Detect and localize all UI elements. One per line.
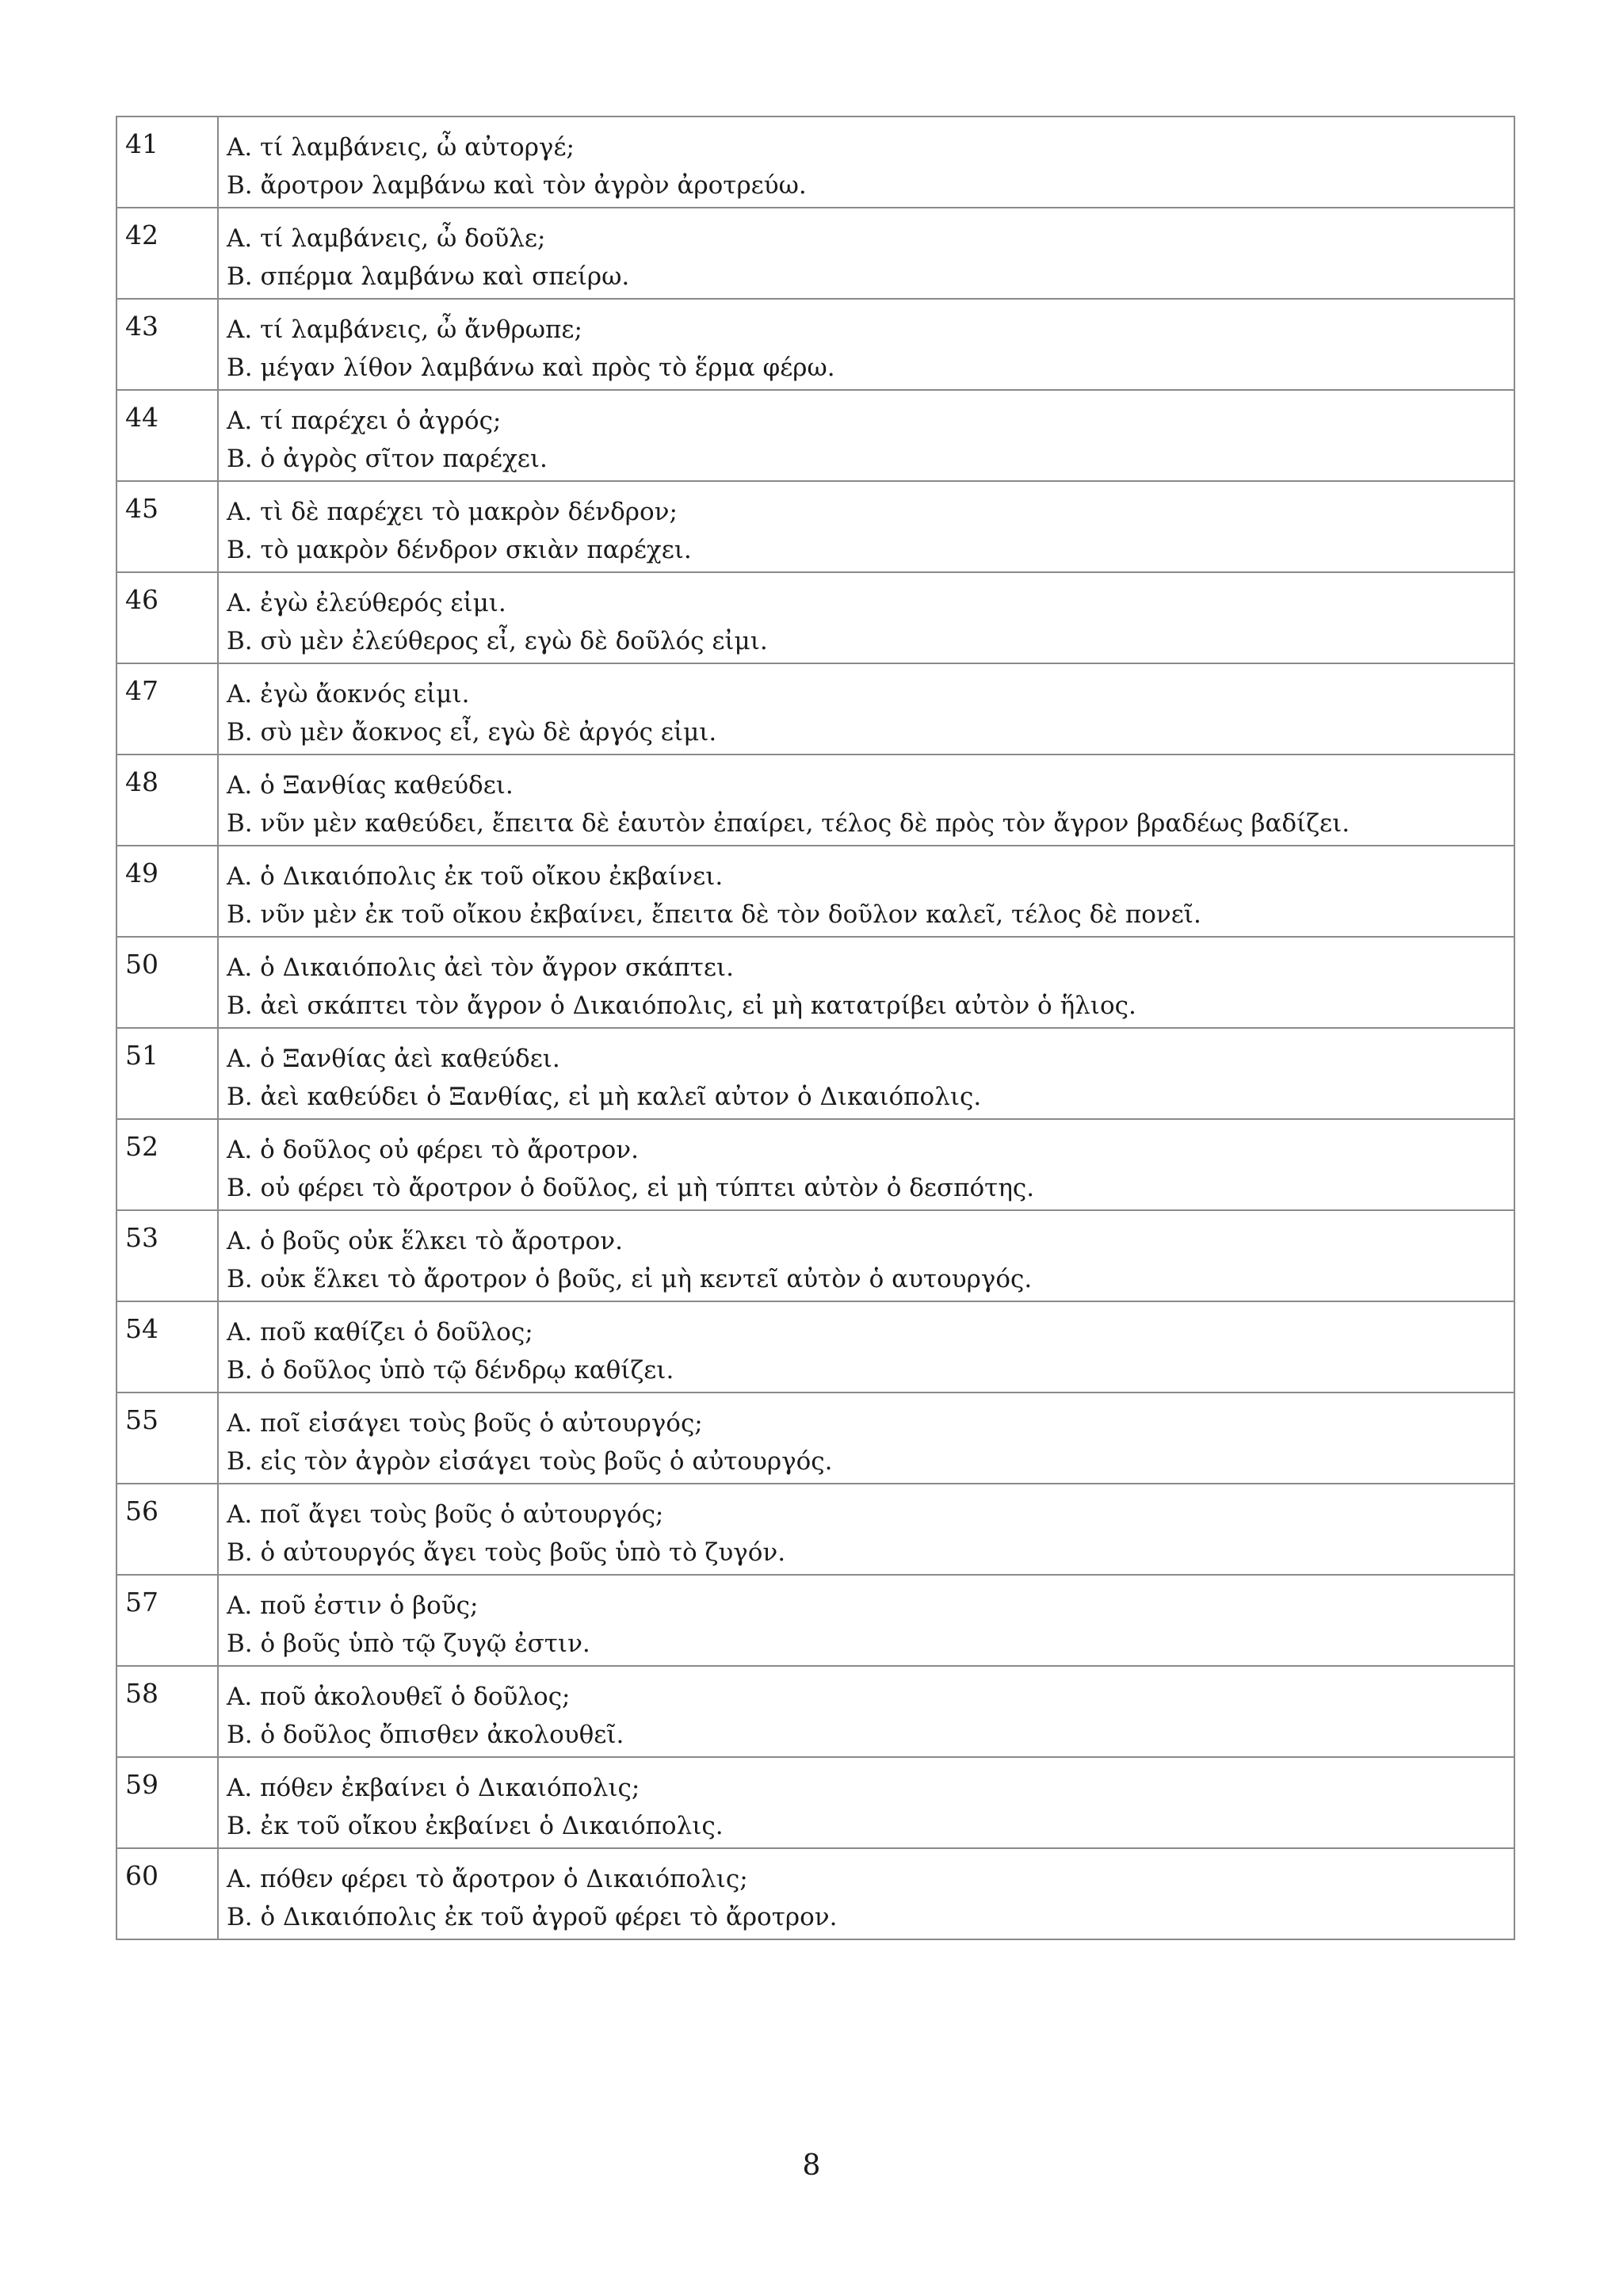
answer-line: Β. σπέρμα λαμβάνω καὶ σπείρω. (227, 262, 630, 292)
exercise-dialogue (218, 117, 1514, 208)
answer-line: Β. ὁ βοῦς ὑπὸ τῷ ζυγῷ ἐστιν. (227, 1629, 590, 1659)
question-line: Α. ὁ Δικαιόπολις ἀεὶ τὸν ἄγρον σκάπτει. (227, 953, 734, 982)
table-row (116, 1301, 1514, 1392)
answer-line: Β. ὁ αὐτουργός ἄγει τοὺς βοῦς ὑπὸ τὸ ζυγόν. (227, 1538, 786, 1568)
question-line: Α. ποῦ ἀκολουθεῖ ὁ δοῦλος; (227, 1683, 571, 1711)
exercise-table (116, 116, 1515, 1940)
exercise-number: 49 (116, 846, 218, 937)
answer-line: Β. νῦν μὲν ἐκ τοῦ οἴκου ἐκβαίνει, ἔπειτα δὲ τὸν δοῦλον καλεῖ, τέλος δὲ πονεῖ. (227, 900, 1201, 930)
answer-line: Β. οὐκ ἕλκει τὸ ἄροτρον ὁ βοῦς, εἰ μὴ κεντεῖ αὐτὸν ὁ αυτουργός. (227, 1265, 1033, 1294)
exercise-dialogue (218, 299, 1514, 390)
question-line: Α. ὁ βοῦς οὐκ ἕλκει τὸ ἄροτρον. (227, 1227, 623, 1255)
question-line: Α. ποῖ εἰσάγει τοὺς βοῦς ὁ αὐτουργός; (227, 1409, 703, 1438)
answer-line: Β. οὐ φέρει τὸ ἄροτρον ὁ δοῦλος, εἰ μὴ τύπτει αὐτὸν ὀ δεσπότης. (227, 1174, 1035, 1203)
answer-line: Β. ὁ δοῦλος ὑπὸ τῷ δένδρῳ καθίζει. (227, 1356, 674, 1385)
answer-line: Β. ὁ δοῦλος ὄπισθεν ἀκολουθεῖ. (227, 1721, 624, 1750)
exercise-number: 57 (116, 1575, 218, 1666)
exercise-number: 51 (116, 1028, 218, 1119)
answer-line: Β. εἰς τὸν ἀγρὸν εἰσάγει τοὺς βοῦς ὁ αὐτουργός. (227, 1447, 833, 1477)
exercise-dialogue (218, 663, 1514, 755)
exercise-dialogue (218, 572, 1514, 663)
exercise-number: 59 (116, 1757, 218, 1848)
exercise-number: 42 (116, 208, 218, 299)
question-line: Α. ὁ δοῦλος οὐ φέρει τὸ ἄροτρον. (227, 1136, 639, 1164)
answer-line: Β. ἐκ τοῦ οἴκου ἐκβαίνει ὁ Δικαιόπολις. (227, 1812, 724, 1841)
answer-line: Β. ἀεὶ καθεύδει ὁ Ξανθίας, εἰ μὴ καλεῖ αὐτον ὁ Δικαιόπολις. (227, 1083, 982, 1112)
exercise-dialogue (218, 1575, 1514, 1666)
table-row (116, 299, 1514, 390)
question-line: Α. ὁ Ξανθίας καθεύδει. (227, 771, 514, 800)
exercise-dialogue (218, 1848, 1514, 1939)
exercise-number: 54 (116, 1301, 218, 1392)
exercise-number: 45 (116, 481, 218, 572)
answer-line: Β. ἄροτρον λαμβάνω καὶ τὸν ἀγρὸν ἀροτρεύω. (227, 171, 807, 201)
exercise-number: 44 (116, 390, 218, 481)
table-row (116, 390, 1514, 481)
answer-line: Β. τὸ μακρὸν δένδρον σκιὰν παρέχει. (227, 536, 692, 565)
table-row (116, 663, 1514, 755)
exercise-number: 53 (116, 1210, 218, 1301)
exercise-dialogue (218, 937, 1514, 1028)
exercise-dialogue (218, 1666, 1514, 1757)
question-line: Α. τί παρέχει ὁ ἀγρός; (227, 407, 502, 435)
table-row (116, 937, 1514, 1028)
exercise-dialogue (218, 208, 1514, 299)
exercise-dialogue (218, 1392, 1514, 1484)
table-row (116, 1210, 1514, 1301)
question-line: Α. πόθεν φέρει τὸ ἄροτρον ὁ Δικαιόπολις; (227, 1865, 748, 1893)
question-line: Α. ἐγὼ ἄοκνός εἰμι. (227, 680, 470, 709)
question-line: Α. τί λαμβάνεις, ὦ ἄνθρωπε; (227, 315, 582, 344)
question-line: Α. πόθεν ἐκβαίνει ὁ Δικαιόπολις; (227, 1774, 640, 1802)
answer-line: Β. μέγαν λίθον λαμβάνω καὶ πρὸς τὸ ἕρμα φέρω. (227, 353, 835, 383)
table-row (116, 755, 1514, 846)
answer-line: Β. ὁ ἀγρὸς σῖτον παρέχει. (227, 445, 548, 474)
exercise-number: 55 (116, 1392, 218, 1484)
exercise-number: 58 (116, 1666, 218, 1757)
exercise-number: 43 (116, 299, 218, 390)
exercise-dialogue (218, 1484, 1514, 1575)
answer-line: Β. νῦν μὲν καθεύδει, ἔπειτα δὲ ἑαυτὸν ἐπαίρει, τέλος δὲ πρὸς τὸν ἄγρον βραδέως βαδίζει. (227, 809, 1350, 839)
question-line: Α. ποῦ καθίζει ὁ δοῦλος; (227, 1318, 533, 1347)
table-row (116, 481, 1514, 572)
exercise-number: 41 (116, 117, 218, 208)
exercise-dialogue (218, 390, 1514, 481)
table-row (116, 1757, 1514, 1848)
exercise-number: 50 (116, 937, 218, 1028)
answer-line: Β. ἀεὶ σκάπτει τὸν ἄγρον ὁ Δικαιόπολις, εἰ μὴ κατατρίβει αὐτὸν ὁ ἥλιος. (227, 991, 1136, 1021)
exercise-dialogue (218, 1119, 1514, 1210)
exercise-dialogue (218, 1210, 1514, 1301)
exercise-dialogue (218, 755, 1514, 846)
exercise-dialogue (218, 1028, 1514, 1119)
table-row (116, 1392, 1514, 1484)
exercise-number: 47 (116, 663, 218, 755)
page-number: 8 (802, 2149, 821, 2182)
exercise-number: 56 (116, 1484, 218, 1575)
exercise-dialogue (218, 846, 1514, 937)
table-row (116, 1848, 1514, 1939)
answer-line: Β. σὺ μὲν ἄοκνος εἶ, εγὼ δὲ ἀργός εἰμι. (227, 718, 717, 747)
exercise-dialogue (218, 1301, 1514, 1392)
question-line: Α. τὶ δὲ παρέχει τὸ μακρὸν δένδρον; (227, 498, 678, 526)
table-row (116, 846, 1514, 937)
question-line: Α. ὁ Ξανθίας ἀεὶ καθεύδει. (227, 1045, 560, 1073)
table-row (116, 1575, 1514, 1666)
exercise-number: 52 (116, 1119, 218, 1210)
question-line: Α. τί λαμβάνεις, ὦ αὐτοργέ; (227, 133, 575, 162)
exercise-dialogue (218, 1757, 1514, 1848)
table-row (116, 117, 1514, 208)
answer-line: Β. ὁ Δικαιόπολις ἐκ τοῦ ἀγροῦ φέρει τὸ ἄροτρον. (227, 1903, 838, 1932)
question-line: Α. ποῦ ἐστιν ὁ βοῦς; (227, 1591, 479, 1620)
question-line: Α. ἐγὼ ἐλεύθερός εἰμι. (227, 589, 506, 617)
answer-line: Β. σὺ μὲν ἐλεύθερος εἶ, εγὼ δὲ δοῦλός εἰμι. (227, 627, 768, 656)
table-row (116, 572, 1514, 663)
exercise-dialogue (218, 481, 1514, 572)
question-line: Α. ποῖ ἄγει τοὺς βοῦς ὁ αὐτουργός; (227, 1500, 664, 1529)
question-line: Α. ὁ Δικαιόπολις ἐκ τοῦ οἴκου ἐκβαίνει. (227, 862, 724, 891)
exercise-table-body (116, 117, 1514, 1939)
table-row (116, 1028, 1514, 1119)
table-row (116, 1666, 1514, 1757)
exercise-number: 46 (116, 572, 218, 663)
question-line: Α. τί λαμβάνεις, ὦ δοῦλε; (227, 224, 546, 253)
table-row (116, 1484, 1514, 1575)
table-row (116, 1119, 1514, 1210)
table-row (116, 208, 1514, 299)
exercise-number: 60 (116, 1848, 218, 1939)
exercise-number: 48 (116, 755, 218, 846)
